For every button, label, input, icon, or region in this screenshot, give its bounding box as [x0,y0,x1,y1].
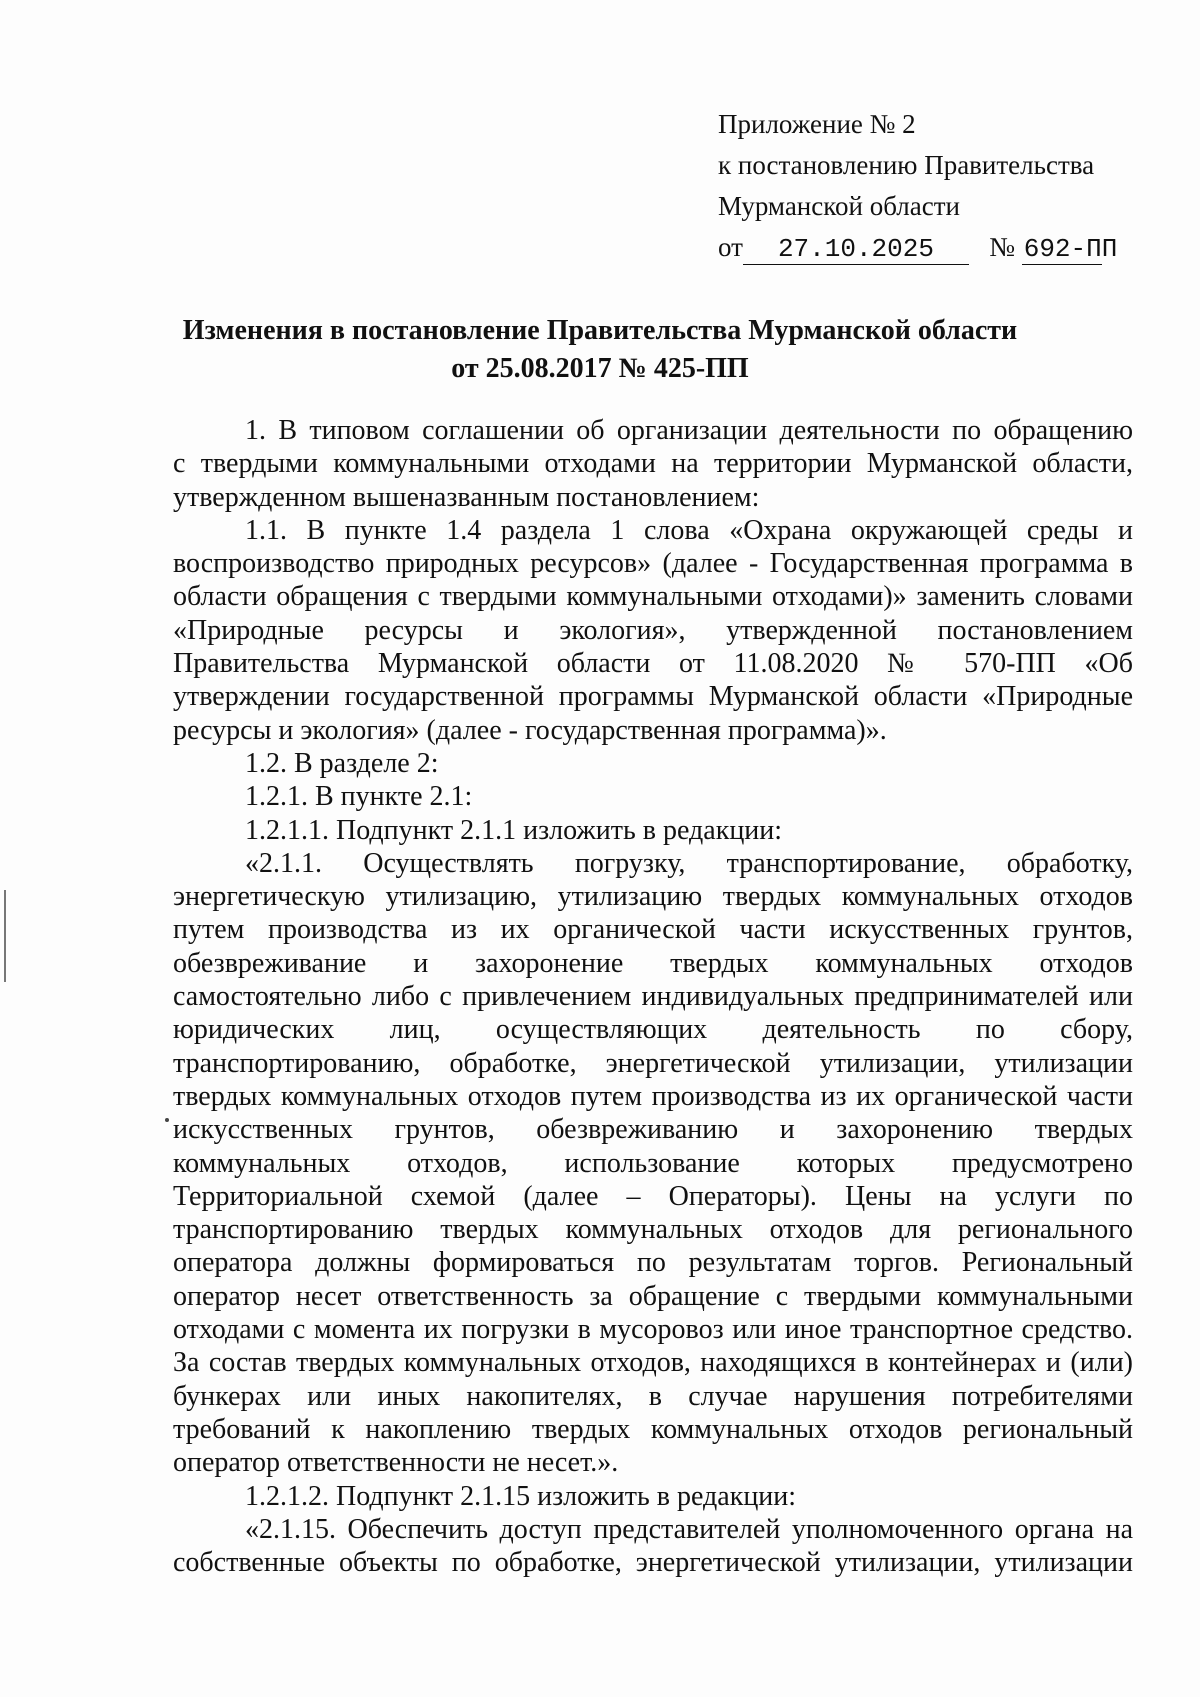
annex-date-number-line [718,227,1158,268]
text-line: «2.1.15. Обеспечить доступ представителей уполномоченного органа на [245,1513,1133,1545]
paragraph-1-2-1-2 [173,1480,1133,1513]
text-line: транспортированию твердых коммунальных отходов для регионального [173,1214,1133,1246]
text-line: бункерах или иных накопителях, в случае нарушения потребителями [173,1380,1133,1412]
text-line: юридических лиц, осуществляющих деятельность по сбору, [173,1014,1133,1046]
text-line: транспортированию, обработке, энергетической утилизации, утилизации [173,1047,1133,1079]
text-line: Правительства Мурманской области от 11.08.2020 № 570-ПП «Об [173,648,1133,680]
title-line-1: Изменения в постановление Правительства Мурманской области [182,315,1018,346]
paragraph-1-2-1-1 [173,814,1133,847]
text-line: требований к накоплению твердых коммунальных отходов региональный [173,1413,1133,1445]
text-line: области обращения с твердыми коммунальными отходами)» заменить словами [173,581,1133,613]
date-prefix: от [718,232,743,262]
text-line: «Природные ресурсы и экология», утвержденной постановлением [173,614,1133,646]
text-line: воспроизводство природных ресурсов» (далее - Государственная программа в [173,548,1133,580]
text-line: энергетическую утилизацию, утилизацию твердых коммунальных отходов [173,881,1133,913]
number-field: 692-ПП [1023,234,1118,264]
text-line: «2.1.1. Осуществлять погрузку, транспортирование, обработку, [245,847,1133,879]
text-line: 1.2. В разделе 2: [245,747,439,779]
scan-dot [165,1118,169,1122]
date-field: 27.10.2025 [743,234,969,265]
number-prefix: № [989,232,1015,262]
scan-margin-mark [4,890,6,982]
paragraph-1-2-1 [173,780,1133,813]
text-line: путем производства из их органической части искусственных грунтов, [173,914,1133,946]
text-line: коммунальных отходов, использование которых предусмотрено [173,1147,1133,1179]
text-line: 1.2.1.2. Подпункт 2.1.15 изложить в редакции: [245,1480,797,1512]
text-line: с твердыми коммунальными отходами на территории Мурманской области, [173,448,1133,480]
text-line: Территориальной схемой (далее – Операторы). Цены на услуги по [173,1180,1133,1212]
text-line: собственные объекты по обработке, энергетической утилизации, утилизации [173,1547,1133,1579]
text-line: 1.2.1.1. Подпункт 2.1.1 изложить в редакции: [245,814,783,846]
text-line: отходами с момента их погрузки в мусоровоз или иное транспортное средство. [173,1314,1133,1346]
text-line: твердых коммунальных отходов путем производства из их органической части [173,1080,1133,1112]
paragraph-1-2 [173,747,1133,780]
text-line: ресурсы и экология» (далее - государственная программа)». [173,714,887,746]
text-line: оператор ответственности не несет.». [173,1447,619,1479]
text-line: 1. В типовом соглашении об организации деятельности по обращению [245,415,1133,446]
paragraph-1-1 [173,514,1133,747]
title-line-2: от 25.08.2017 № 425-ПП [451,353,749,384]
annex-title: Приложение № 2 [718,109,916,139]
text-line: утвержденном вышеназванным постановлением: [173,481,760,513]
annex-block [718,104,1158,268]
text-line: оператора должны формироваться по результатам торгов. Региональный [173,1247,1133,1279]
text-line: оператор несет ответственность за обращение с твердыми коммунальными [173,1280,1133,1312]
text-line: За состав твердых коммунальных отходов, находящихся в контейнерах и (или) [173,1347,1133,1379]
text-line: 1.2.1. В пункте 2.1: [245,781,473,813]
text-line: утверждении государственной программы Мурманской области «Природные [173,681,1133,713]
annex-region: Мурманской области [718,191,960,221]
paragraph-2-1-1-quote [173,847,1133,1480]
text-line: обезвреживание и захоронение твердых коммунальных отходов [173,947,1133,979]
document-title [100,312,1100,388]
text-line: самостоятельно либо с привлечением индивидуальных предпринимателей или [173,981,1133,1013]
paragraph-2-1-15-quote [173,1513,1133,1580]
text-line: искусственных грунтов, обезвреживанию и захоронению твердых [173,1114,1133,1146]
paragraph-1 [173,414,1133,514]
text-line: 1.1. В пункте 1.4 раздела 1 слова «Охрана окружающей среды и [245,514,1133,546]
document-body [173,414,1133,1579]
annex-reference: к постановлению Правительства [718,150,1095,180]
